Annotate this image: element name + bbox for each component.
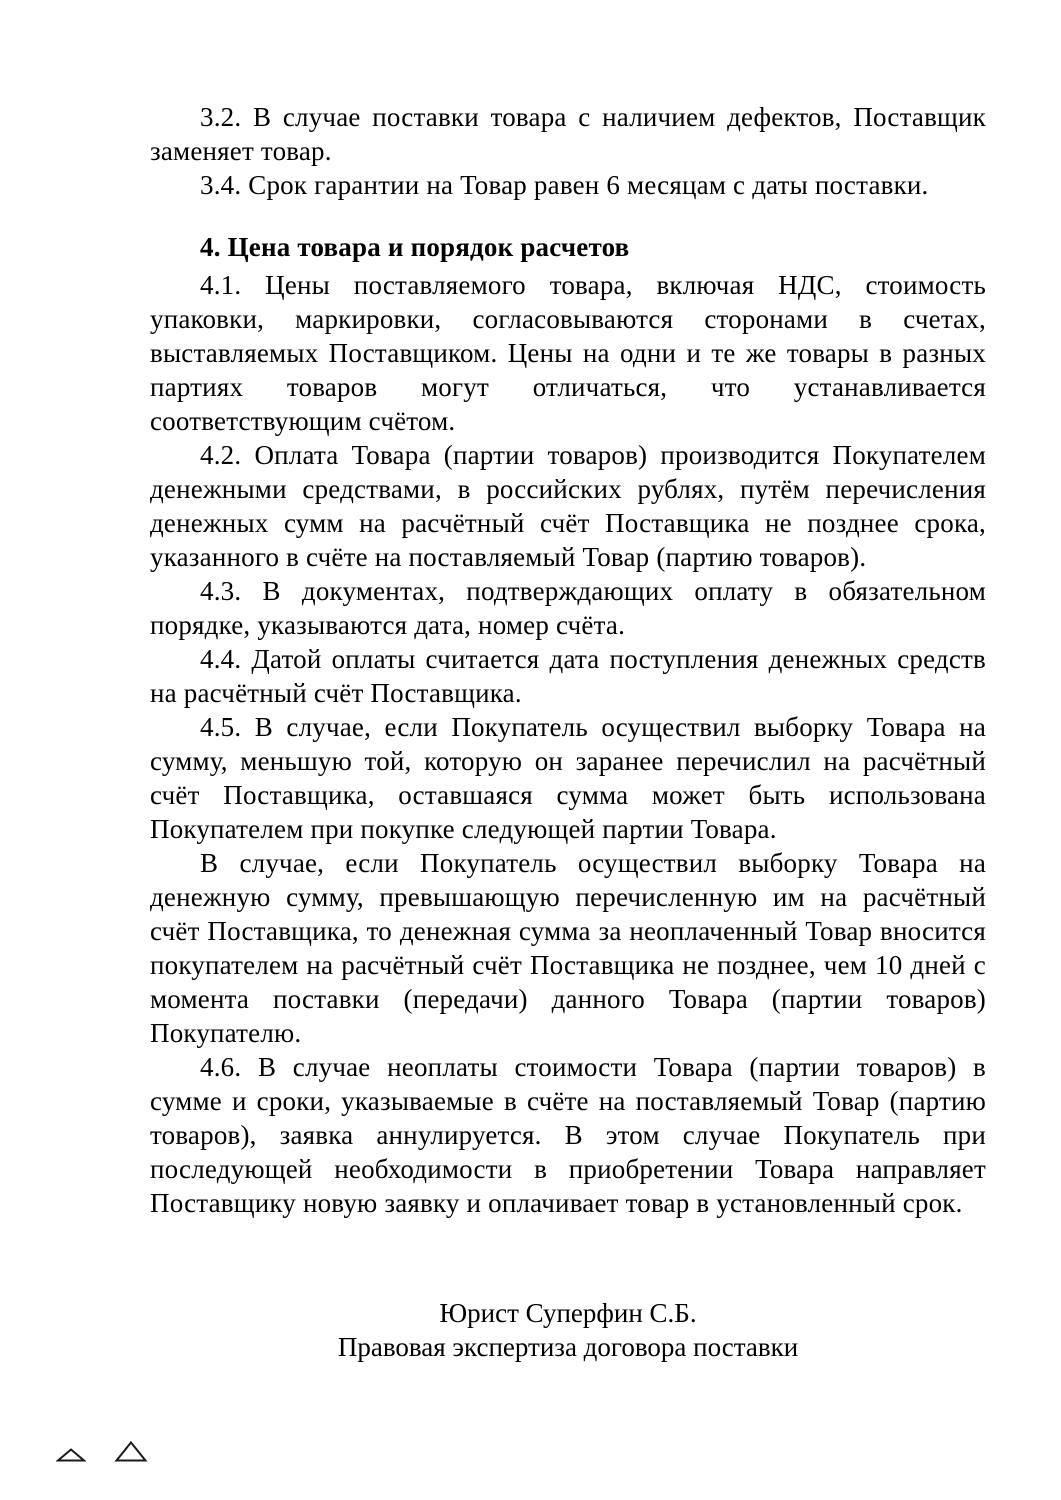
document-body [150, 100, 986, 1364]
paragraph-4-6: 4.6. В случае неоплаты стоимости Товара (партии товаров) в сумме и сроки, указываемые в счёте на поставляемый Товар (партию товаров), заявка аннулируется. В этом случае Покупатель при последующей необходимости в приобретении Товара направляет Поставщику новую заявку и оплачивает товар в установленный срок. [150, 1052, 986, 1218]
paragraph-4-1: 4.1. Цены поставляемого товара, включая НДС, стоимость упаковки, маркировки, согласовываются сторонами в счетах, выставляемых Поставщиком. Цены на одни и те же товары в разных партиях товаров могут отличаться, что устанавливается соответствующим счётом. [150, 270, 986, 436]
paragraph-4-4: 4.4. Датой оплаты считается дата поступления денежных средств на расчётный счёт Поставщика. [150, 644, 986, 708]
paragraph-4-2: 4.2. Оплата Товара (партии товаров) производится Покупателем денежными средствами, в российских рублях, путём перечисления денежных сумм на расчётный счёт Поставщика не позднее срока, указанного в счёте на поставляемый Товар (партию товаров). [150, 440, 986, 572]
paragraph-4-5: 4.5. В случае, если Покупатель осуществил выборку Товара на сумму, меньшую той, которую он заранее перечислил на расчётный счёт Поставщика, оставшаяся сумма может быть использована Покупателем при покупке следующей партии Товара. [150, 712, 986, 844]
signature-block [150, 1296, 986, 1364]
paragraph-3-4: 3.4. Срок гарантии на Товар равен 6 месяцам с даты поставки. [200, 170, 929, 200]
signature-lawyer-name: Юрист Суперфин С.Б. [439, 1298, 697, 1328]
triangle-outline-large-icon [114, 1440, 148, 1463]
section-4-heading: 4. Цена товара и порядок расчетов [200, 232, 630, 262]
paragraph-4-5-unnumbered: В случае, если Покупатель осуществил выборку Товара на денежную сумму, превышающую перечисленную им на расчётный счёт Поставщика, то денежная сумма за неоплаченный Товар вносится покупателем на расчётный счёт Поставщика не позднее, чем 10 дней с момента поставки (передачи) данного Товара (партии товаров) Покупателю. [150, 848, 986, 1048]
paragraph-3-2: 3.2. В случае поставки товара с наличием дефектов, Поставщик заменяет товар. [150, 102, 986, 166]
signature-expertise-note: Правовая экспертиза договора поставки [337, 1332, 799, 1362]
paragraph-4-3: 4.3. В документах, подтверждающих оплату в обязательном порядке, указываются дата, номер счёта. [150, 576, 986, 640]
triangle-outline-small-icon [56, 1447, 86, 1463]
